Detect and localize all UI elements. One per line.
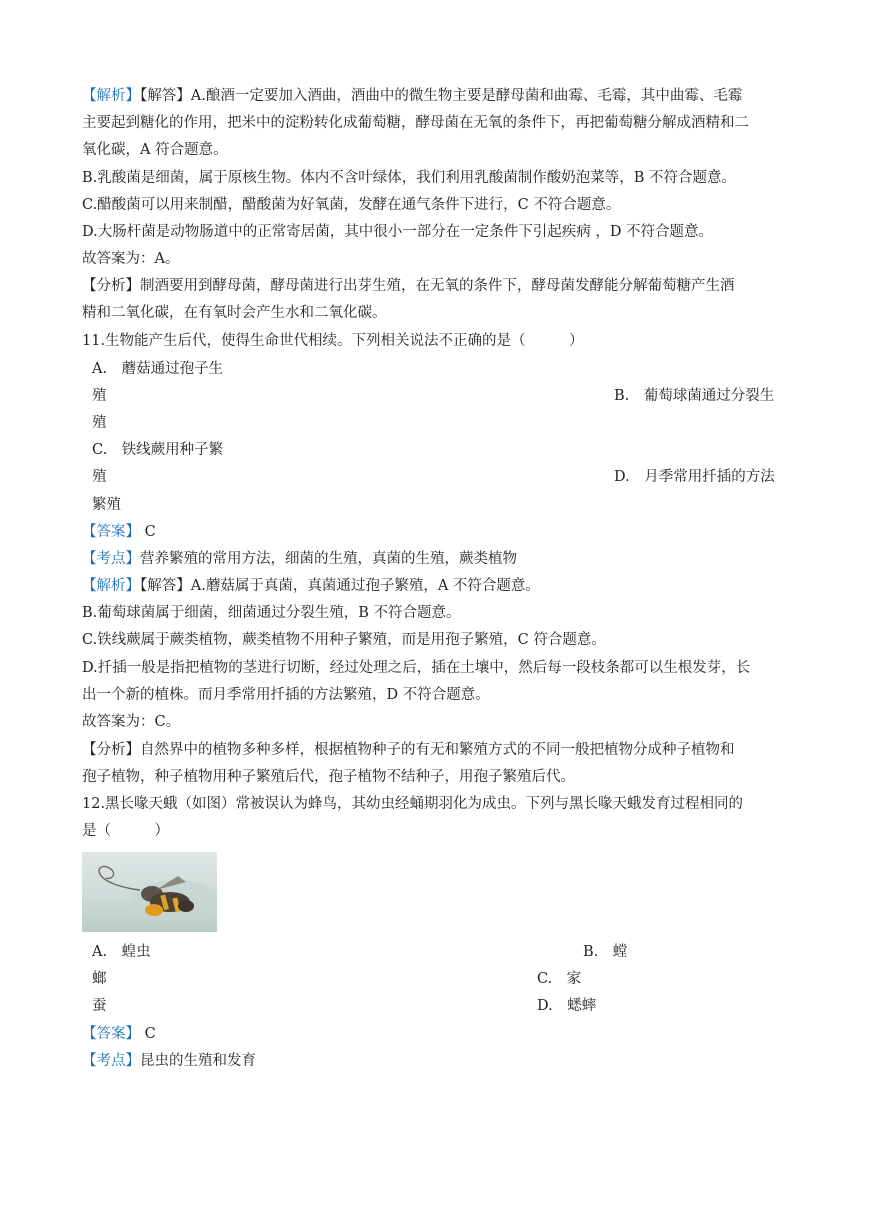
q11-analysis-note-1: 【分析】自然界中的植物多种多样，根据植物种子的有无和繁殖方式的不同一般把植物分成种子植物和 xyxy=(82,742,735,758)
q12-option-b: B. 螳 xyxy=(583,944,628,960)
q11-analysis-line-3: C.铁线蕨属于蕨类植物，蕨类植物不用种子繁殖，而是用孢子繁殖，C 符合题意。 xyxy=(82,632,606,648)
q10-analysis-line-1: 【解析】【解答】A.酿酒一定要加入酒曲，酒曲中的微生物主要是酵母菌和曲霉、毛霉，其中曲霉、毛霉 xyxy=(82,88,743,104)
q11-option-c-cont: 殖 xyxy=(92,469,107,485)
q11-stem: 11.生物能产生后代，使得生命世代相续。下列相关说法不正确的是（ ） xyxy=(82,333,584,349)
point-tag: 【考点】 xyxy=(82,551,140,567)
point-tag: 【考点】 xyxy=(82,1053,140,1069)
q12-option-b-cont: 螂 xyxy=(92,971,107,987)
q10-analysis-note-1: 【分析】制酒要用到酵母菌，酵母菌进行出芽生殖，在无氧的条件下，酵母菌发酵能分解葡萄糖产生酒 xyxy=(82,278,735,294)
answer-value: C xyxy=(144,1026,156,1042)
q11-option-b-cont: 殖 xyxy=(92,415,107,431)
q10-analysis-line-3: 氧化碳，A 符合题意。 xyxy=(82,142,228,158)
q11-analysis-line-5: 出一个新的植株。而月季常用扦插的方法繁殖，D 不符合题意。 xyxy=(82,687,490,703)
q11-option-c: C. 铁线蕨用种子繁 xyxy=(92,442,224,458)
q11-analysis-line-4: D.扦插一般是指把植物的茎进行切断，经过处理之后，插在土壤中，然后每一段枝条都可以生根发芽，长 xyxy=(82,660,751,676)
hawk-moth-illustration xyxy=(82,852,217,932)
q12-stem-2: 是（ ） xyxy=(82,823,169,839)
q12-option-d: D. 蟋蟀 xyxy=(537,998,597,1014)
q11-analysis-line-1: 【解析】【解答】A.蘑菇属于真菌，真菌通过孢子繁殖，A 不符合题意。 xyxy=(82,578,540,594)
answer-value: C xyxy=(144,524,156,540)
q12-option-c: C. 家 xyxy=(537,971,582,987)
q10-analysis-note-2: 精和二氧化碳，在有氧时会产生水和二氧化碳。 xyxy=(82,305,387,321)
q12-answer xyxy=(82,1024,156,1044)
q12-stem-1: 12.黑长喙天蛾（如图）常被误认为蜂鸟，其幼虫经蛹期羽化为成虫。下列与黑长喙天蛾发育过程相同的 xyxy=(82,796,744,812)
q10-conclusion: 故答案为：A。 xyxy=(82,251,180,267)
q10-analysis-line-4: B.乳酸菌是细菌，属于原核生物。体内不含叶绿体，我们利用乳酸菌制作酸奶泡菜等，B 不符合题意。 xyxy=(82,170,737,186)
q12-option-a: A. 蝗虫 xyxy=(92,944,151,960)
q11-option-a: A. 蘑菇通过孢子生 xyxy=(92,361,224,377)
q11-answer xyxy=(82,522,156,542)
answer-tag: 【答案】 xyxy=(82,524,140,540)
q12-point: 【考点】昆虫的生殖和发育 xyxy=(82,1053,256,1069)
q11-analysis-line-2: B.葡萄球菌属于细菌，细菌通过分裂生殖，B 不符合题意。 xyxy=(82,605,461,621)
hawk-moth-photo xyxy=(82,852,217,932)
q11-point: 【考点】营养繁殖的常用方法，细菌的生殖，真菌的生殖，蕨类植物 xyxy=(82,551,517,567)
q11-option-d-cont: 繁殖 xyxy=(92,497,121,513)
analysis-tag: 【解析】 xyxy=(82,578,140,594)
q11-option-d: D. 月季常用扦插的方法 xyxy=(614,469,775,485)
q10-analysis-line-2: 主要起到糖化的作用，把米中的淀粉转化成葡萄糖，酵母菌在无氧的条件下，再把葡萄糖分解成酒精和二 xyxy=(82,115,749,131)
q11-option-a-cont: 殖 xyxy=(92,388,107,404)
q10-analysis-line-5: C.醋酸菌可以用来制醋，醋酸菌为好氧菌，发酵在通气条件下进行，C 不符合题意。 xyxy=(82,197,621,213)
q10-analysis-line-6: D.大肠杆菌是动物肠道中的正常寄居菌，其中很小一部分在一定条件下引起疾病 ，D 不符合题意。 xyxy=(82,224,714,240)
q12-option-c-cont: 蚕 xyxy=(92,998,107,1014)
q11-analysis-note-2: 孢子植物，种子植物用种子繁殖后代，孢子植物不结种子，用孢子繁殖后代。 xyxy=(82,769,575,785)
q11-option-b: B. 葡萄球菌通过分裂生 xyxy=(614,388,775,404)
analysis-tag: 【解析】 xyxy=(82,88,140,104)
q11-conclusion: 故答案为：C。 xyxy=(82,714,181,730)
answer-tag: 【答案】 xyxy=(82,1026,140,1042)
